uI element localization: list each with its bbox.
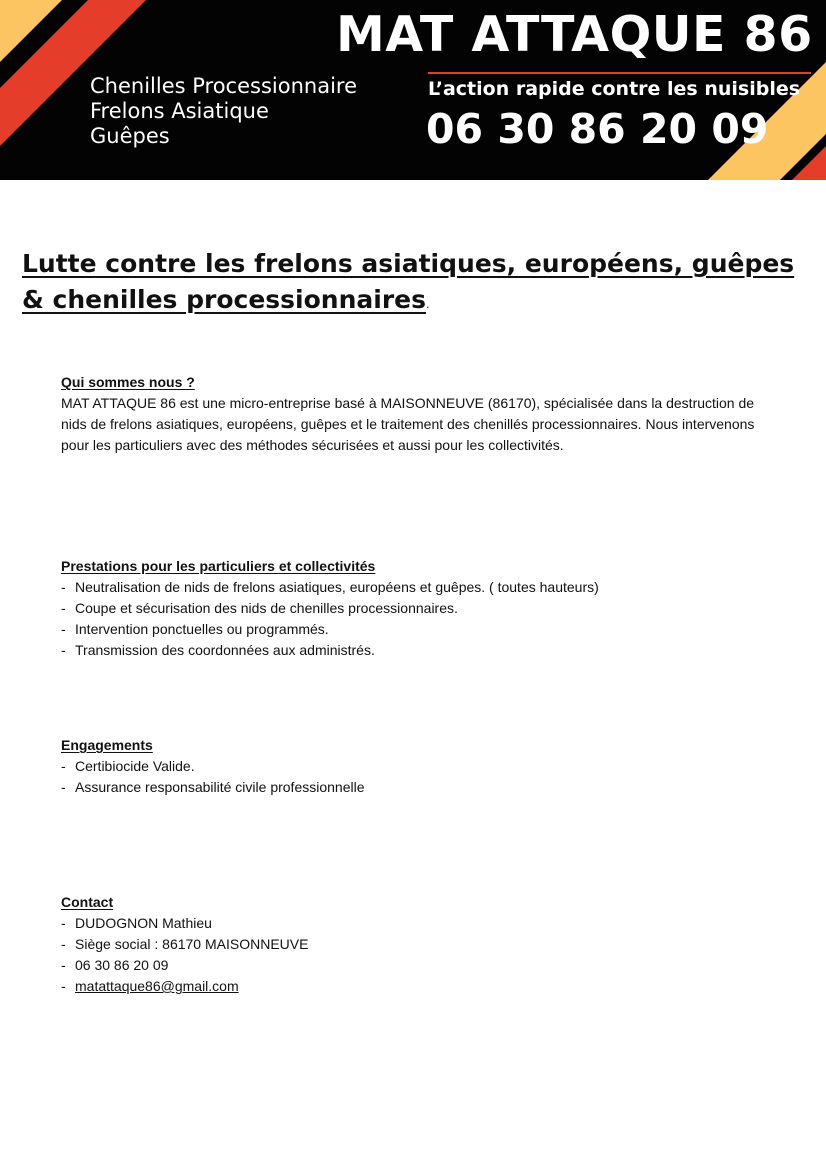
banner-services-list	[90, 74, 357, 149]
service-item-text: Transmission des coordonnées aux administrés.	[75, 642, 375, 658]
company-name: MAT ATTAQUE 86	[336, 6, 813, 63]
list-item	[61, 976, 781, 997]
list-dash: -	[61, 600, 66, 616]
services-heading: Prestations pour les particuliers et collectivités	[61, 558, 376, 574]
engagements-section	[61, 735, 781, 798]
list-dash: -	[61, 936, 66, 952]
service-item-text: Coupe et sécurisation des nids de chenilles processionnaires.	[75, 600, 458, 616]
list-item	[61, 777, 781, 798]
list-item	[61, 598, 781, 619]
list-dash: -	[61, 957, 66, 973]
header-banner	[0, 0, 826, 180]
about-text: MAT ATTAQUE 86 est une micro-entreprise basé à MAISONNEUVE (86170), spécialisée dans la destruction de nids de frelons asiatiques, européens, guêpes et le traitement des chenillés processionnaires. Nous intervenons pour les particuliers avec des méthodes sécurisées et aussi pour les collectivités.	[61, 395, 755, 453]
list-dash: -	[61, 621, 66, 637]
list-item	[61, 577, 781, 598]
list-dash: -	[61, 915, 66, 931]
list-item	[61, 955, 781, 976]
list-item	[61, 934, 781, 955]
banner-tagline: L’action rapide contre les nuisibles	[428, 78, 801, 100]
about-section	[61, 372, 781, 456]
contact-list	[61, 913, 781, 997]
page-title-text: Lutte contre les frelons asiatiques, européens, guêpes & chenilles processionnaires	[22, 249, 795, 314]
list-dash: -	[61, 758, 66, 774]
engagement-item-text: Assurance responsabilité civile professionnelle	[75, 779, 365, 795]
list-item	[61, 619, 781, 640]
banner-service-item: Chenilles Processionnaire	[90, 74, 358, 98]
service-item-text: Intervention ponctuelles ou programmés.	[75, 621, 329, 637]
list-dash: -	[61, 642, 66, 658]
engagement-item-text: Certibiocide Valide.	[75, 758, 195, 774]
contact-email-link[interactable]: matattaque86@gmail.com	[75, 978, 239, 994]
engagements-list	[61, 756, 781, 798]
banner-service-item: Guêpes	[90, 124, 170, 148]
list-dash: -	[61, 779, 66, 795]
banner-service-item: Frelons Asiatique	[90, 99, 269, 123]
engagements-heading: Engagements	[61, 737, 153, 753]
contact-address: Siège social : 86170 MAISONNEUVE	[75, 936, 309, 952]
contact-heading: Contact	[61, 894, 114, 910]
services-list	[61, 577, 781, 661]
service-item-text: Neutralisation de nids de frelons asiatiques, européens et guêpes. ( toutes hauteurs)	[75, 579, 599, 595]
page-title	[22, 246, 802, 323]
list-dash: -	[61, 579, 66, 595]
about-heading: Qui sommes nous ?	[61, 374, 195, 390]
contact-phone: 06 30 86 20 09	[75, 957, 169, 973]
list-item	[61, 913, 781, 934]
services-section	[61, 556, 781, 661]
banner-divider	[428, 72, 811, 74]
page-title-period: .	[426, 298, 430, 311]
list-item	[61, 756, 781, 777]
list-item	[61, 640, 781, 661]
contact-section	[61, 892, 781, 997]
banner-phone-number: 06 30 86 20 09	[426, 105, 769, 153]
list-dash: -	[61, 978, 66, 994]
contact-name: DUDOGNON Mathieu	[75, 915, 212, 931]
